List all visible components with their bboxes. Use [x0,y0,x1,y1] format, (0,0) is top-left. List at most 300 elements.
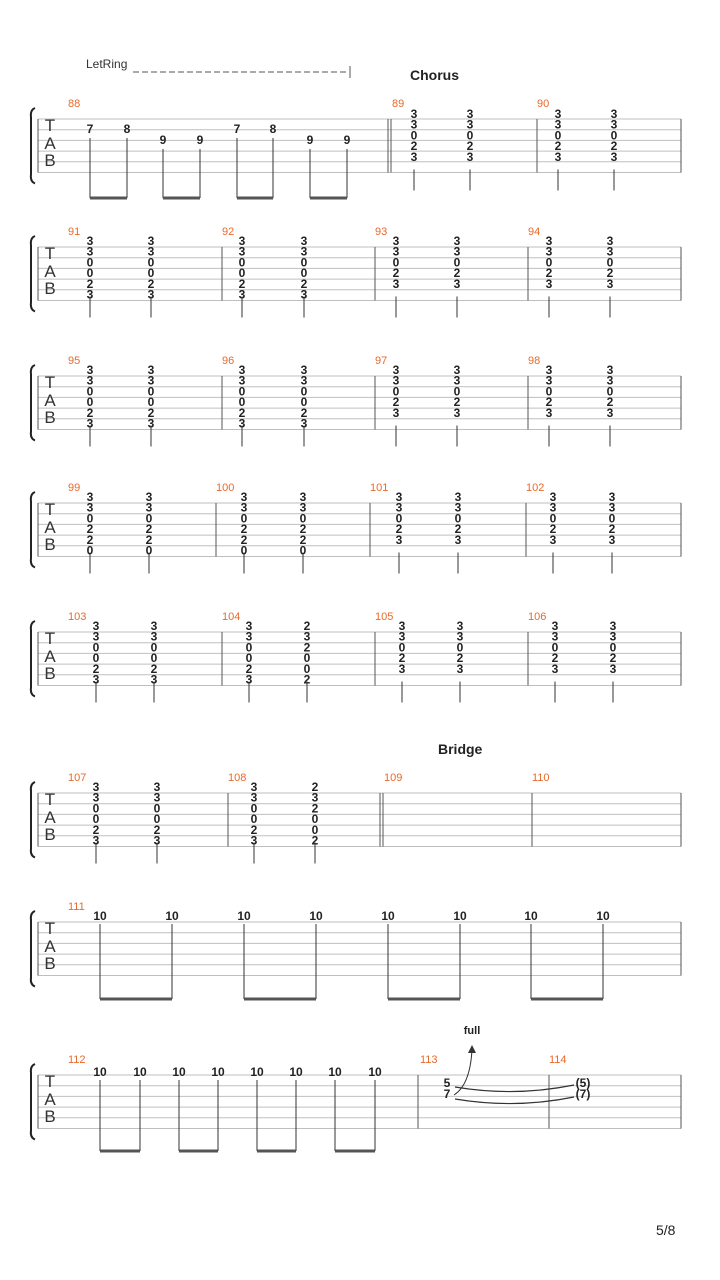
fret-number: 0 [147,266,155,281]
fret-number: 3 [311,790,319,805]
fret-number: 3 [86,490,94,504]
fret-number: 10 [328,1065,342,1079]
measure-number: 97 [375,355,388,367]
fret-number: 2 [549,522,557,537]
fret-number: 0 [86,384,94,399]
fret-number: 2 [456,651,464,666]
fret-number: 3 [606,276,614,291]
fret-number: 3 [398,661,406,676]
fret-number: 2 [147,276,155,291]
system-bracket [31,621,35,697]
bridge-section-label: Bridge [438,741,483,757]
measure-number: 109 [384,772,403,784]
fret-number: 3 [453,234,461,248]
fret-number: 0 [300,266,308,281]
measure-number: 112 [68,1054,86,1066]
fret-number: 2 [454,522,462,537]
tab-clef-letter: T [44,244,56,263]
tab-clef-letter: T [44,373,56,392]
fret-number: 2 [392,266,400,281]
tab-clef-letter: B [44,1107,56,1126]
fret-number: 3 [609,661,617,676]
fret-number: 10 [172,1065,186,1079]
fret-number: 0 [92,812,100,827]
tab-clef-letter: B [44,954,56,973]
fret-number: 3 [466,117,474,132]
fret-number: 0 [238,384,246,399]
fret-number: 2 [410,139,418,154]
fret-number: 0 [299,511,307,526]
fret-number: 3 [92,790,100,805]
fret-number: 3 [554,117,562,132]
fret-number: 3 [147,416,155,431]
fret-number: 2 [303,640,311,655]
fret-number: 0 [554,128,562,143]
fret-number: 3 [454,532,462,547]
fret-number: 3 [608,500,616,515]
fret-number: 2 [153,822,161,837]
fret-number: 0 [92,640,100,655]
fret-number: 0 [145,543,153,558]
fret-number: 3 [147,363,155,377]
fret-number: 0 [466,128,474,143]
fret-number: 10 [237,909,251,923]
tab-clef-letter: A [44,808,56,827]
fret-number: 3 [392,363,400,377]
fret-number: 3 [456,661,464,676]
fret-number: 3 [240,490,248,504]
fret-number: 3 [606,234,614,248]
system-bracket [31,492,35,568]
fret-number: 0 [392,384,400,399]
fret-number: 0 [92,801,100,816]
fret-number: 3 [86,416,94,431]
fret-number: 0 [153,812,161,827]
fret-number: 10 [596,909,610,923]
measure-number: 107 [68,772,87,784]
fret-number: 0 [86,511,94,526]
fret-number: 0 [410,128,418,143]
system-bracket [31,108,35,184]
fret-number: 3 [466,107,474,121]
fret-number: 3 [545,373,553,388]
fret-number: 3 [238,416,246,431]
fret-number: 3 [395,490,403,504]
measure-number: 105 [375,611,394,623]
fret-number: 3 [238,234,246,248]
fret-number: 3 [545,363,553,377]
fret-number: 3 [398,629,406,644]
bend-amount-label: full [463,1025,481,1037]
measure-number: 113 [420,1054,438,1066]
fret-number: 3 [153,833,161,848]
measure-number: 99 [68,482,81,494]
fret-number: 2 [92,822,100,837]
fret-number: 0 [300,255,308,270]
fret-number: 3 [545,276,553,291]
fret-number: 3 [610,117,618,132]
tab-clef-letter: A [44,134,56,153]
fret-number: 3 [245,619,253,633]
fret-number: 3 [238,373,246,388]
let-ring-label: LetRing [86,57,128,71]
fret-number: 2 [311,833,319,848]
fret-number: 3 [453,373,461,388]
fret-number: 3 [300,416,308,431]
fret-number: 3 [466,149,474,164]
fret-number: 3 [453,405,461,420]
fret-number: 0 [147,395,155,410]
fret-number: 2 [398,651,406,666]
measure-number: 92 [222,226,235,238]
measure-number: 111 [68,901,85,913]
fret-number: 0 [606,255,614,270]
fret-number: 2 [551,651,559,666]
fret-number: 2 [545,395,553,410]
fret-number: 2 [240,522,248,537]
fret-number: 0 [245,640,253,655]
tab-clef-letter: B [44,151,56,170]
tab-system-3 [31,365,681,441]
fret-number: 0 [545,255,553,270]
fret-number: 3 [300,363,308,377]
fret-number: 0 [145,511,153,526]
fret-number: 3 [150,629,158,644]
fret-number: 3 [300,373,308,388]
fret-number: 3 [454,490,462,504]
fret-number: 3 [250,790,258,805]
tab-system-4 [31,492,681,568]
fret-number: 2 [299,532,307,547]
tab-system-2 [31,236,681,312]
fret-number: 3 [92,629,100,644]
fret-number: 2 [240,532,248,547]
measure-number: 110 [532,772,550,784]
fret-number: 3 [551,619,559,633]
fret-number: 3 [392,244,400,259]
fret-number: 7 [443,1087,451,1101]
fret-number: 3 [453,363,461,377]
fret-number: 2 [300,405,308,420]
fret-number: 2 [311,801,319,816]
chorus-section-label: Chorus [410,67,459,83]
tied-fret-number: (7) [575,1087,591,1101]
fret-number: 3 [410,107,418,121]
fret-number: 3 [150,672,158,687]
fret-number: 0 [303,661,311,676]
fret-number: 0 [545,384,553,399]
fret-number: 3 [395,532,403,547]
measure-number: 103 [68,611,87,623]
fret-number: 2 [86,405,94,420]
fret-number: 0 [86,395,94,410]
fret-number: 0 [398,640,406,655]
tab-clef-letter: T [44,500,56,519]
fret-number: 8 [269,122,277,136]
fret-number: 3 [554,149,562,164]
fret-number: 2 [554,139,562,154]
fret-number: 9 [196,133,204,147]
measure-number: 95 [68,355,81,367]
fret-number: 3 [303,629,311,644]
fret-number: 10 [93,1065,107,1079]
fret-number: 3 [392,373,400,388]
fret-number: 3 [147,234,155,248]
fret-number: 3 [86,363,94,377]
system-bracket [31,1064,35,1140]
fret-number: 3 [551,661,559,676]
fret-number: 0 [456,640,464,655]
fret-number: 3 [250,780,258,794]
fret-number: 3 [300,244,308,259]
fret-number: 0 [300,395,308,410]
fret-number: 10 [133,1065,147,1079]
fret-number: 3 [392,276,400,291]
fret-number: 0 [150,651,158,666]
fret-number: 2 [609,651,617,666]
fret-number: 3 [86,244,94,259]
measure-number: 98 [528,355,541,367]
fret-number: 3 [240,500,248,515]
fret-number: 0 [453,384,461,399]
fret-number: 0 [250,812,258,827]
fret-number: 3 [395,500,403,515]
fret-number: 3 [145,500,153,515]
fret-number: 2 [303,619,311,633]
fret-number: 3 [86,234,94,248]
fret-number: 3 [606,244,614,259]
fret-number: 9 [343,133,351,147]
fret-number: 2 [606,395,614,410]
tab-system-5 [31,621,681,697]
measure-number: 96 [222,355,235,367]
measure-number: 114 [549,1054,567,1066]
fret-number: 0 [551,640,559,655]
measure-number: 100 [216,482,235,494]
fret-number: 0 [245,651,253,666]
fret-number: 3 [456,619,464,633]
fret-number: 2 [145,522,153,537]
tab-clef-letter: B [44,408,56,427]
fret-number: 2 [311,780,319,794]
fret-number: 10 [211,1065,225,1079]
fret-number: 0 [238,255,246,270]
fret-number: 10 [453,909,467,923]
fret-number: 2 [86,276,94,291]
fret-number: 3 [545,244,553,259]
tied-fret-number: (5) [575,1076,591,1090]
fret-number: 3 [609,629,617,644]
tie-arc [455,1097,574,1104]
fret-number: 3 [606,373,614,388]
fret-number: 10 [368,1065,382,1079]
fret-number: 2 [245,661,253,676]
fret-number: 3 [610,149,618,164]
fret-number: 2 [86,522,94,537]
fret-number: 3 [453,244,461,259]
measure-number: 91 [68,226,81,238]
fret-number: 0 [608,511,616,526]
fret-number: 0 [86,255,94,270]
fret-number: 3 [554,107,562,121]
fret-number: 0 [311,812,319,827]
fret-number: 2 [608,522,616,537]
fret-number: 2 [299,522,307,537]
fret-number: 3 [92,672,100,687]
tab-clef-letter: T [44,629,56,648]
fret-number: 3 [454,500,462,515]
measure-number: 93 [375,226,388,238]
fret-number: 2 [453,266,461,281]
fret-number: 2 [150,661,158,676]
fret-number: 10 [93,909,107,923]
fret-number: 0 [303,651,311,666]
fret-number: 3 [86,500,94,515]
fret-number: 3 [392,405,400,420]
fret-number: 3 [299,490,307,504]
measure-number: 94 [528,226,541,238]
fret-number: 3 [549,490,557,504]
fret-number: 3 [153,790,161,805]
fret-number: 2 [392,395,400,410]
fret-number: 10 [165,909,179,923]
tab-clef-letter: T [44,116,56,135]
tab-system-7 [31,911,681,987]
measure-number: 104 [222,611,241,623]
fret-number: 2 [145,532,153,547]
fret-number: 3 [92,780,100,794]
measure-number: 102 [526,482,545,494]
measure-number: 101 [370,482,389,494]
fret-number: 2 [147,405,155,420]
measure-number: 108 [228,772,247,784]
fret-number: 3 [245,672,253,687]
system-bracket [31,236,35,312]
fret-number: 2 [606,266,614,281]
fret-number: 0 [147,255,155,270]
fret-number: 2 [86,532,94,547]
fret-number: 0 [549,511,557,526]
tab-clef-letter: A [44,937,56,956]
fret-number: 0 [392,255,400,270]
fret-number: 0 [240,511,248,526]
fret-number: 0 [454,511,462,526]
fret-number: 2 [300,276,308,291]
fret-number: 0 [238,266,246,281]
tab-clef-letter: B [44,825,56,844]
fret-number: 3 [549,532,557,547]
fret-number: 3 [147,373,155,388]
fret-number: 3 [545,234,553,248]
fret-number: 3 [410,117,418,132]
fret-number: 3 [610,107,618,121]
fret-number: 3 [245,629,253,644]
fret-number: 2 [303,672,311,687]
fret-number: 3 [250,833,258,848]
fret-number: 3 [92,833,100,848]
fret-number: 9 [159,133,167,147]
fret-number: 2 [610,139,618,154]
measure-number: 106 [528,611,547,623]
fret-number: 0 [606,384,614,399]
fret-number: 3 [147,244,155,259]
fret-number: 0 [147,384,155,399]
fret-number: 7 [86,122,94,136]
fret-number: 7 [233,122,241,136]
fret-number: 3 [608,532,616,547]
fret-number: 2 [395,522,403,537]
fret-number: 3 [545,405,553,420]
fret-number: 8 [123,122,131,136]
fret-number: 2 [92,661,100,676]
tab-clef-letter: T [44,790,56,809]
page-number: 5/8 [656,1222,676,1238]
tab-clef-letter: A [44,647,56,666]
fret-number: 0 [86,266,94,281]
fret-number: 10 [250,1065,264,1079]
fret-number: 2 [250,822,258,837]
measure-number: 89 [392,98,405,110]
fret-number: 3 [608,490,616,504]
tab-clef-letter: B [44,279,56,298]
fret-number: 3 [549,500,557,515]
tab-system-1 [31,108,681,184]
fret-number: 0 [153,801,161,816]
tab-clef-letter: B [44,664,56,683]
fret-number: 3 [238,287,246,302]
fret-number: 0 [395,511,403,526]
bend-arrowhead [468,1045,476,1053]
fret-number: 9 [306,133,314,147]
fret-number: 3 [551,629,559,644]
system-bracket [31,782,35,858]
system-bracket [31,911,35,987]
fret-number: 2 [545,266,553,281]
fret-number: 10 [289,1065,303,1079]
fret-number: 3 [609,619,617,633]
fret-number: 0 [610,128,618,143]
measure-number: 90 [537,98,550,110]
fret-number: 2 [238,405,246,420]
system-bracket [31,365,35,441]
fret-number: 3 [145,490,153,504]
fret-number: 0 [86,543,94,558]
fret-number: 0 [150,640,158,655]
fret-number: 3 [86,373,94,388]
fret-number: 3 [453,276,461,291]
fret-number: 0 [453,255,461,270]
fret-number: 0 [299,543,307,558]
fret-number: 3 [410,149,418,164]
fret-number: 2 [238,276,246,291]
fret-number: 0 [238,395,246,410]
tab-clef-letter: A [44,391,56,410]
fret-number: 3 [150,619,158,633]
fret-number: 3 [398,619,406,633]
fret-number: 5 [443,1076,451,1090]
fret-number: 3 [300,287,308,302]
fret-number: 2 [466,139,474,154]
fret-number: 3 [299,500,307,515]
fret-number: 3 [147,287,155,302]
fret-number: 3 [153,780,161,794]
fret-number: 3 [238,244,246,259]
tab-clef-letter: B [44,535,56,554]
fret-number: 0 [240,543,248,558]
fret-number: 0 [609,640,617,655]
fret-number: 2 [453,395,461,410]
fret-number: 3 [238,363,246,377]
